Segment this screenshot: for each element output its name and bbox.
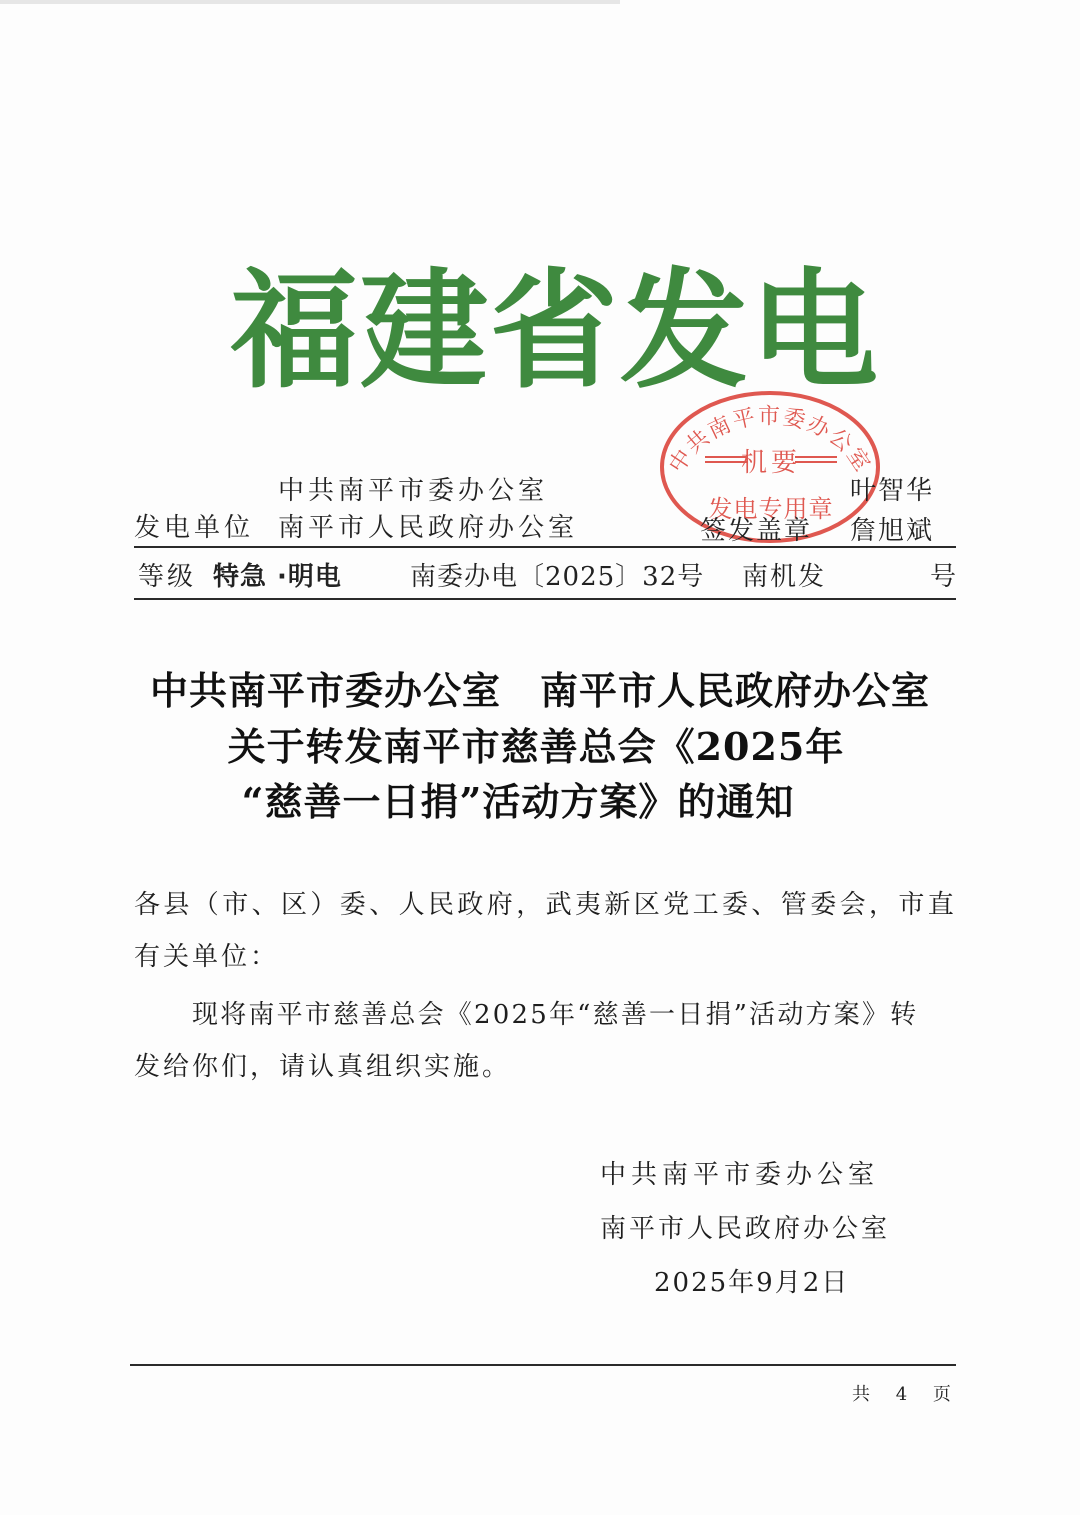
issuer-name: 中共南平市委办公室 (278, 476, 549, 506)
document-title-line: “慈善一日捐”活动方案》的通知 (241, 779, 795, 824)
addressee-line: 各县（市、区）委、人民政府，武夷新区党工委、管委会，市直 (134, 890, 958, 920)
seal-ring-text: 中共南平市委办公室 (664, 404, 876, 478)
header-rule (134, 546, 956, 548)
signer-name: 詹旭斌 (850, 516, 935, 546)
dispatch-label: 南机发 (742, 562, 827, 592)
body-paragraph-line: 发给你们，请认真组织实施。 (134, 1052, 512, 1082)
grade-label: 等级 (138, 562, 197, 592)
masthead-title: 福建省发电 (230, 257, 881, 406)
signature-org: 南平市人民政府办公室 (600, 1214, 891, 1244)
footer-rule (130, 1364, 956, 1366)
scan-edge (0, 0, 620, 4)
seal-bottom-text: 发电专用章 (708, 495, 834, 523)
grade-value: 特急 ·明电 (213, 562, 342, 592)
issuer-name: 南平市人民政府办公室 (278, 513, 579, 543)
issuer-label: 发电单位 (134, 513, 255, 543)
signature-date: 2025年9月2日 (654, 1268, 850, 1298)
document-number: 南委办电〔2025〕32号 (410, 562, 705, 592)
document-title-line: 关于转发南平市慈善总会《2025年 (227, 724, 845, 769)
signature-org: 中共南平市委办公室 (600, 1160, 880, 1190)
document-title-line: 中共南平市委办公室 南平市人民政府办公室 (149, 668, 930, 713)
body-paragraph-line: 现将南平市慈善总会《2025年“慈善一日捐”活动方案》转 (192, 1000, 919, 1030)
seal-center-text: 机要 (740, 448, 802, 478)
sign-label: 签发盖章 (700, 516, 813, 546)
header-rule (134, 598, 956, 600)
signer-name: 叶智华 (850, 476, 935, 506)
addressee-line: 有关单位： (134, 942, 280, 972)
page-count: 共 4 页 (852, 1384, 961, 1405)
dispatch-suffix: 号 (930, 562, 957, 592)
